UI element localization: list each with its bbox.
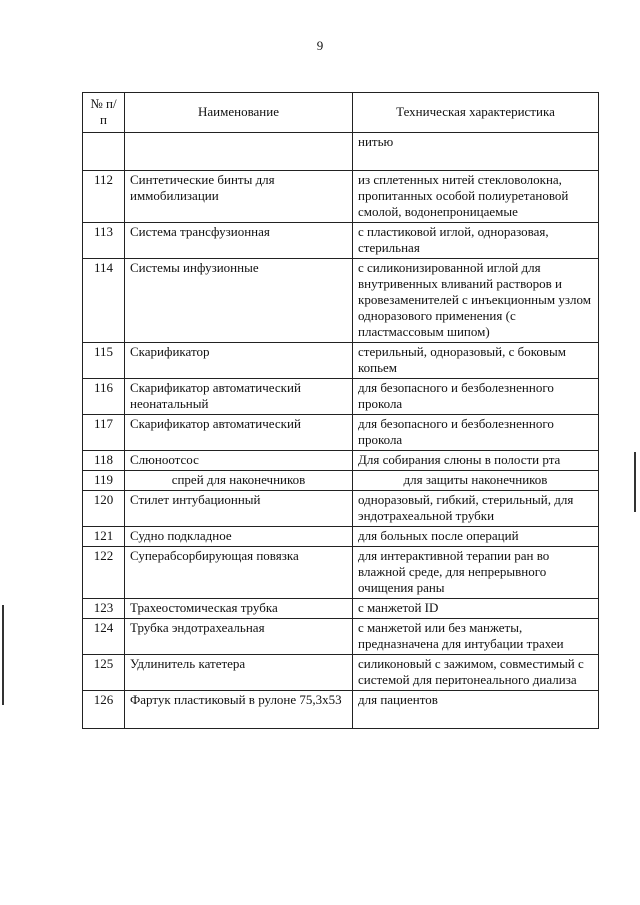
scan-edge-mark-left [2,605,4,705]
row-characteristic: с манжетой или без манжеты, предназначена для интубации трахеи [353,619,599,655]
table-row [83,691,599,729]
row-characteristic: для безопасного и безболезненного прокола [353,415,599,451]
table-row [83,491,599,527]
header-num: № п/п [83,93,125,133]
row-num: 123 [83,599,125,619]
table-row [83,223,599,259]
table-row [83,655,599,691]
table-row [83,599,599,619]
row-name: Трахеостомическая трубка [125,599,353,619]
table-header-row [83,93,599,133]
row-num: 117 [83,415,125,451]
table-row [83,547,599,599]
row-num: 124 [83,619,125,655]
row-num: 122 [83,547,125,599]
row-num: 115 [83,343,125,379]
row-num: 125 [83,655,125,691]
row-num: 120 [83,491,125,527]
row-characteristic: с манжетой ID [353,599,599,619]
table-row [83,527,599,547]
page-number: 9 [316,38,324,53]
row-characteristic: для защиты наконечников [353,471,599,491]
row-num: 116 [83,379,125,415]
row-name: спрей для наконечников [125,471,353,491]
row-num: 114 [83,259,125,343]
row-name: Удлинитель катетера [125,655,353,691]
table-row [83,415,599,451]
row-characteristic: из сплетенных нитей стекловолокна, пропитанных особой полиуретановой смолой, водонепроницаемые [353,171,599,223]
row-num: 113 [83,223,125,259]
header-characteristic: Техническая характеристика [353,93,599,133]
row-characteristic: силиконовый с зажимом, совместимый с системой для перитонеального диализа [353,655,599,691]
row-characteristic: стерильный, одноразовый, с боковым копьем [353,343,599,379]
scan-edge-mark-right [634,452,636,512]
row-name: Скарификатор автоматический [125,415,353,451]
table-row [83,379,599,415]
row-name: Скарификатор автоматический неонатальный [125,379,353,415]
row-characteristic: для пациентов [353,691,599,729]
row-name [125,133,353,171]
row-name: Системы инфузионные [125,259,353,343]
row-name: Стилет интубационный [125,491,353,527]
row-name: Фартук пластиковый в рулоне 75,3х53 [125,691,353,729]
row-name: Синтетические бинты для иммобилизации [125,171,353,223]
row-num [83,133,125,171]
row-num: 118 [83,451,125,471]
row-name: Суперабсорбирующая повязка [125,547,353,599]
header-name: Наименование [125,93,353,133]
table-row [83,133,599,171]
row-num: 121 [83,527,125,547]
table-row [83,259,599,343]
row-name: Слюноотсос [125,451,353,471]
table-row [83,619,599,655]
table-row [83,171,599,223]
row-num: 126 [83,691,125,729]
row-name: Система трансфузионная [125,223,353,259]
row-characteristic: для больных после операций [353,527,599,547]
row-name: Судно подкладное [125,527,353,547]
row-name: Скарификатор [125,343,353,379]
row-name: Трубка эндотрахеальная [125,619,353,655]
row-characteristic: с пластиковой иглой, одноразовая, стерильная [353,223,599,259]
table-row [83,343,599,379]
table-row [83,451,599,471]
table-row [83,471,599,491]
row-characteristic: для интерактивной терапии ран во влажной среде, для непрерывного очищения раны [353,547,599,599]
row-characteristic: нитью [353,133,599,171]
row-num: 119 [83,471,125,491]
row-num: 112 [83,171,125,223]
row-characteristic: для безопасного и безболезненного прокола [353,379,599,415]
row-characteristic: одноразовый, гибкий, стерильный, для эндотрахеальной трубки [353,491,599,527]
specification-table [82,92,599,729]
row-characteristic: Для собирания слюны в полости рта [353,451,599,471]
row-characteristic: с силиконизированной иглой для внутривенных вливаний растворов и кровезаменителей с инъекционным узлом одноразового применения (с пластмассовым шипом) [353,259,599,343]
